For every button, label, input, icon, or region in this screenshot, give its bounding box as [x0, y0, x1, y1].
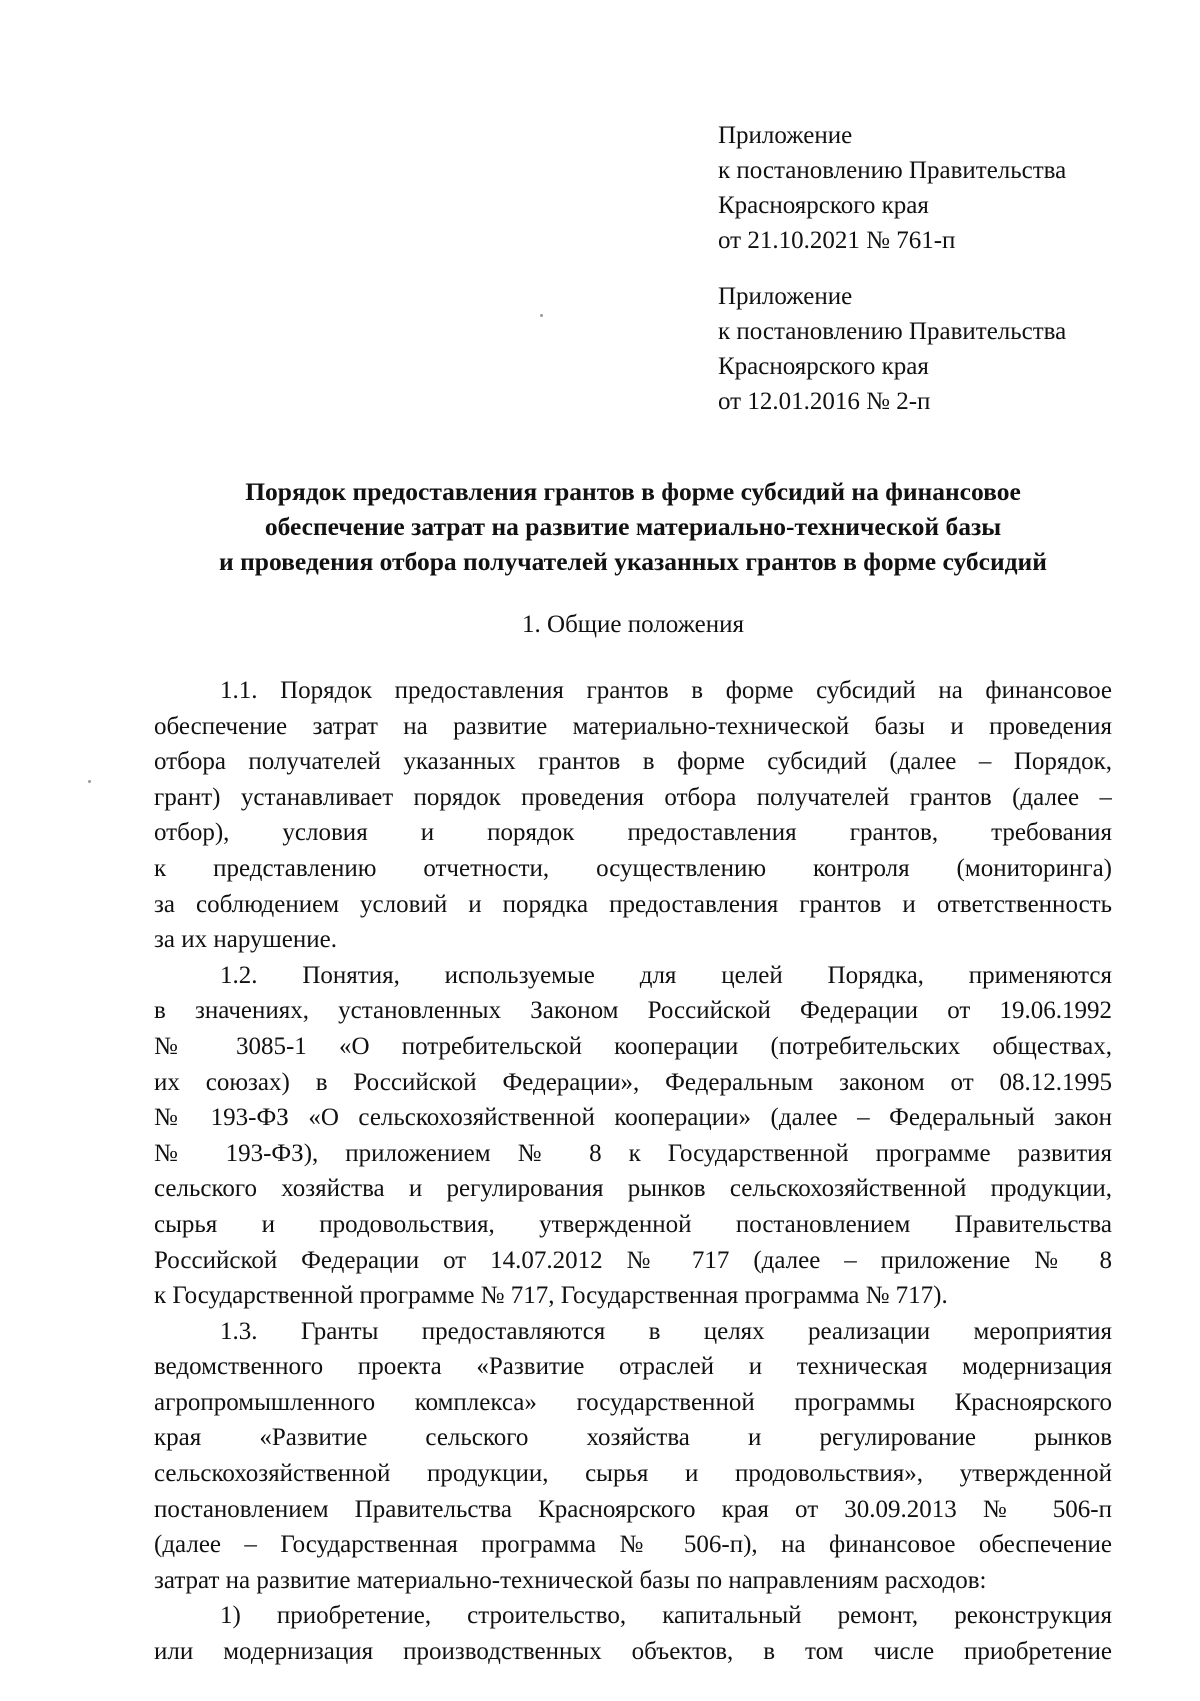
- appendix-region-line: Красноярского края: [718, 353, 929, 380]
- body-line: 1.2. Понятия, используемые для целей Порядка, применяются: [220, 961, 1112, 989]
- appendix-decree-line: к постановлению Правительства: [718, 157, 1067, 184]
- title-line-3: и проведения отбора получателей указанных грантов в форме субсидий: [219, 547, 1047, 576]
- body-line: отбора получателей указанных грантов в форме субсидий (далее – Порядок,: [154, 748, 1112, 776]
- section-heading: 1. Общие положения: [522, 611, 744, 638]
- body-line: обеспечение затрат на развитие материально-технической базы и проведения: [154, 712, 1112, 740]
- body-line: сельского хозяйства и регулирования рынков сельскохозяйственной продукции,: [154, 1175, 1112, 1203]
- body-text: [154, 673, 1112, 1670]
- appendix-date-number: от 12.01.2016 № 2-п: [718, 388, 931, 415]
- appendix-region-line: Красноярского края: [718, 192, 929, 219]
- body-line: за соблюдением условий и порядка предоставления грантов и ответственность: [154, 890, 1112, 918]
- body-line: № 193-ФЗ), приложением № 8 к Государственной программе развития: [154, 1139, 1112, 1167]
- appendix-block-original: [718, 279, 1066, 419]
- body-line: агропромышленного комплекса» государственной программы Красноярского: [154, 1388, 1112, 1416]
- body-line: 1) приобретение, строительство, капитальный ремонт, реконструкция: [220, 1602, 1112, 1630]
- body-line: ведомственного проекта «Развитие отраслей и техническая модернизация: [154, 1353, 1112, 1381]
- title-line-2: обеспечение затрат на развитие материально-технической базы: [264, 512, 1002, 541]
- body-line: грант) устанавливает порядок проведения отбора получателей грантов (далее –: [154, 783, 1112, 811]
- appendix-block-current: [718, 118, 1066, 258]
- body-line: отбор), условия и порядок предоставления грантов, требования: [154, 819, 1112, 847]
- appendix-label: Приложение: [718, 122, 853, 149]
- body-line: их союзах) в Российской Федерации», Федеральным законом от 08.12.1995: [154, 1068, 1112, 1096]
- body-line: Российской Федерации от 14.07.2012 № 717 (далее – приложение № 8: [154, 1246, 1112, 1274]
- body-line: к представлению отчетности, осуществлению контроля (мониторинга): [154, 854, 1112, 882]
- title-line-1: Порядок предоставления грантов в форме субсидий на финансовое: [245, 477, 1021, 506]
- appendix-decree-line: к постановлению Правительства: [718, 318, 1067, 345]
- body-line: к Государственной программе № 717, Государственная программа № 717).: [154, 1282, 948, 1310]
- appendix-label: Приложение: [718, 283, 853, 310]
- body-line: затрат на развитие материально-технической базы по направлениям расходов:: [154, 1566, 987, 1594]
- body-line: за их нарушение.: [154, 926, 337, 954]
- body-line: постановлением Правительства Красноярского края от 30.09.2013 № 506-п: [154, 1495, 1112, 1523]
- scan-speck: [540, 314, 543, 317]
- body-line: 1.1. Порядок предоставления грантов в форме субсидий на финансовое: [220, 677, 1112, 704]
- body-line: № 3085-1 «О потребительской кооперации (потребительских обществах,: [154, 1032, 1112, 1060]
- body-line: сельскохозяйственной продукции, сырья и продовольствия», утвержденной: [154, 1460, 1112, 1488]
- body-line: в значениях, установленных Законом Российской Федерации от 19.06.1992: [154, 997, 1112, 1025]
- appendix-date-number: от 21.10.2021 № 761-п: [718, 227, 956, 254]
- body-line: № 193-ФЗ «О сельскохозяйственной кооперации» (далее – Федеральный закон: [154, 1104, 1112, 1132]
- body-line: сырья и продовольствия, утвержденной постановлением Правительства: [154, 1210, 1112, 1238]
- body-line: края «Развитие сельского хозяйства и регулирование рынков: [154, 1424, 1112, 1452]
- body-line: (далее – Государственная программа № 506-п), на финансовое обеспечение: [154, 1531, 1112, 1559]
- scan-speck: [88, 780, 91, 783]
- body-line: или модернизация производственных объектов, в том числе приобретение: [154, 1638, 1112, 1666]
- document-title: [150, 474, 1116, 579]
- body-line: 1.3. Гранты предоставляются в целях реализации мероприятия: [220, 1317, 1112, 1345]
